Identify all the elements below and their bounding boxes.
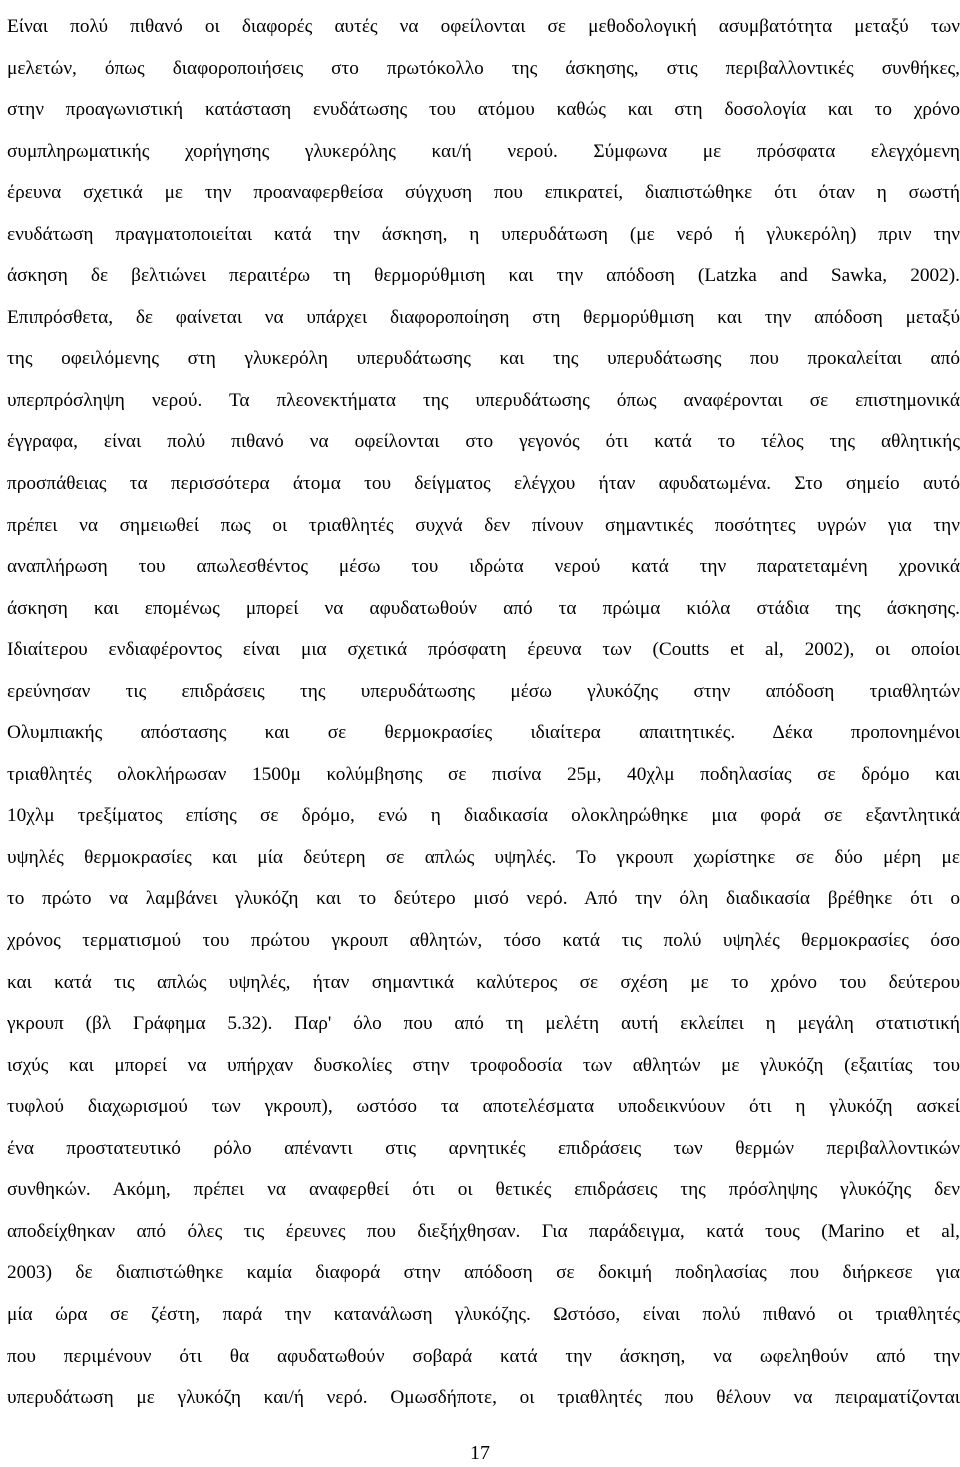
text-line: προσπάθειας τα περισσότερα άτομα του δείγματος ελέγχου ήταν αφυδατωμένα. Στο σημείο αυτό	[7, 473, 960, 495]
text-line: 2003) δε διαπιστώθηκε καμία διαφορά στην απόδοση σε δοκιμή ποδηλασίας που διήρκεσε για	[7, 1262, 960, 1284]
text-line: της οφειλόμενης στη γλυκερόλη υπερυδάτωσης και της υπερυδάτωσης που προκαλείται από	[7, 348, 960, 370]
text-line: υπερπρόσληψη νερού. Τα πλεονεκτήματα της υπερυδάτωσης όπως αναφέρονται σε επιστημονικά	[7, 389, 960, 411]
text-line: 10χλμ τρεξίματος επίσης σε δρόμο, ενώ η διαδικασία ολοκληρώθηκε μια φορά σε εξαντλητικά	[7, 805, 960, 827]
text-line: αποδείχθηκαν από όλες τις έρευνες που διεξήχθησαν. Για παράδειγμα, κατά τους (Marino et al,	[7, 1220, 960, 1242]
page-number: 17	[470, 1442, 490, 1464]
text-line: μία ώρα σε ζέστη, παρά την κατανάλωση γλυκόζης. Ωστόσο, είναι πολύ πιθανό οι τριαθλητές	[7, 1303, 960, 1325]
text-line: που περιμένουν ότι θα αφυδατωθούν σοβαρά κατά την άσκηση, να ωφεληθούν από την	[7, 1345, 960, 1367]
text-line: άσκηση δε βελτιώνει περαιτέρω τη θερμορύθμιση και την απόδοση (Latzka and Sawka, 2002).	[7, 265, 960, 287]
text-line: στην προαγωνιστική κατάσταση ενυδάτωσης του ατόμου καθώς και στη δοσολογία και το χρόνο	[7, 99, 960, 121]
text-line: έγγραφα, είναι πολύ πιθανό να οφείλονται στο γεγονός ότι κατά το τέλος της αθλητικής	[7, 431, 960, 453]
text-line: Είναι πολύ πιθανό οι διαφορές αυτές να οφείλονται σε μεθοδολογική ασυμβατότητα μεταξύ των	[7, 16, 960, 37]
text-line: Ιδιαίτερου ενδιαφέροντος είναι μια σχετικά πρόσφατη έρευνα των (Coutts et al, 2002), οι οποίοι	[7, 639, 960, 661]
text-line: ενυδάτωση πραγματοποιείται κατά την άσκηση, η υπερυδάτωση (με νερό ή γλυκερόλη) πριν την	[7, 223, 960, 245]
text-line: το πρώτο να λαμβάνει γλυκόζη και το δεύτερο μισό νερό. Από την όλη διαδικασία βρέθηκε ότι ο	[7, 888, 960, 910]
text-line: τριαθλητές ολοκλήρωσαν 1500μ κολύμβησης σε πισίνα 25μ, 40χλμ ποδηλασίας σε δρόμο και	[7, 763, 960, 785]
text-line: πρέπει να σημειωθεί πως οι τριαθλητές συχνά δεν πίνουν σημαντικές ποσότητες υγρών για την	[7, 514, 960, 536]
text-line: άσκηση και επομένως μπορεί να αφυδατωθούν από τα πρώιμα κιόλα στάδια της άσκησης.	[7, 597, 960, 619]
text-line: ερεύνησαν τις επιδράσεις της υπερυδάτωσης μέσω γλυκόζης στην απόδοση τριαθλητών	[7, 680, 960, 702]
text-line: Επιπρόσθετα, δε φαίνεται να υπάρχει διαφοροποίηση στη θερμορύθμιση και την απόδοση μεταξύ	[7, 306, 960, 328]
text-line: συνθηκών. Ακόμη, πρέπει να αναφερθεί ότι οι θετικές επιδράσεις της πρόσληψης γλυκόζης δεν	[7, 1179, 960, 1201]
text-line: Ολυμπιακής απόστασης και σε θερμοκρασίες ιδιαίτερα απαιτητικές. Δέκα προπονημένοι	[7, 722, 960, 744]
text-line: συμπληρωματικής χορήγησης γλυκερόλης και/ή νερού. Σύμφωνα με πρόσφατα ελεγχόμενη	[7, 140, 960, 162]
text-line: υπερυδάτωση με γλυκόζη και/ή νερό. Ομωσδήποτε, οι τριαθλητές που θέλουν να πειραματίζονται	[7, 1387, 960, 1409]
text-line: μελετών, όπως διαφοροποιήσεις στο πρωτόκολλο της άσκησης, στις περιβαλλοντικές συνθήκες,	[7, 57, 960, 79]
text-line: χρόνος τερματισμού του πρώτου γκρουπ αθλητών, τόσο κατά τις πολύ υψηλές θερμοκρασίες όσο	[7, 930, 960, 952]
text-line: γκρουπ (βλ Γράφημα 5.32). Παρ' όλο που από τη μελέτη αυτή εκλείπει η μεγάλη στατιστική	[7, 1013, 960, 1035]
text-line: τυφλού διαχωρισμού των γκρουπ), ωστόσο τα αποτελέσματα υποδεικνύουν ότι η γλυκόζη ασκεί	[7, 1096, 960, 1118]
text-line: έρευνα σχετικά με την προαναφερθείσα σύγχυση που επικρατεί, διαπιστώθηκε ότι όταν η σωστή	[7, 182, 960, 204]
text-line: και κατά τις απλώς υψηλές, ήταν σημαντικά καλύτερος σε σχέση με το χρόνο του δεύτερου	[7, 971, 960, 993]
text-line: υψηλές θερμοκρασίες και μία δεύτερη σε απλώς υψηλές. Το γκρουπ χωρίστηκε σε δύο μέρη με	[7, 846, 960, 868]
body-paragraph	[7, 6, 960, 1419]
text-line: ισχύς και μπορεί να υπήρχαν δυσκολίες στην τροφοδοσία των αθλητών με γλυκόζη (εξαιτίας του	[7, 1054, 960, 1076]
text-line: ένα προστατευτικό ρόλο απέναντι στις αρνητικές επιδράσεις των θερμών περιβαλλοντικών	[7, 1137, 960, 1159]
text-line: αναπλήρωση του απωλεσθέντος μέσω του ιδρώτα νερού κατά την παρατεταμένη χρονικά	[7, 556, 960, 578]
